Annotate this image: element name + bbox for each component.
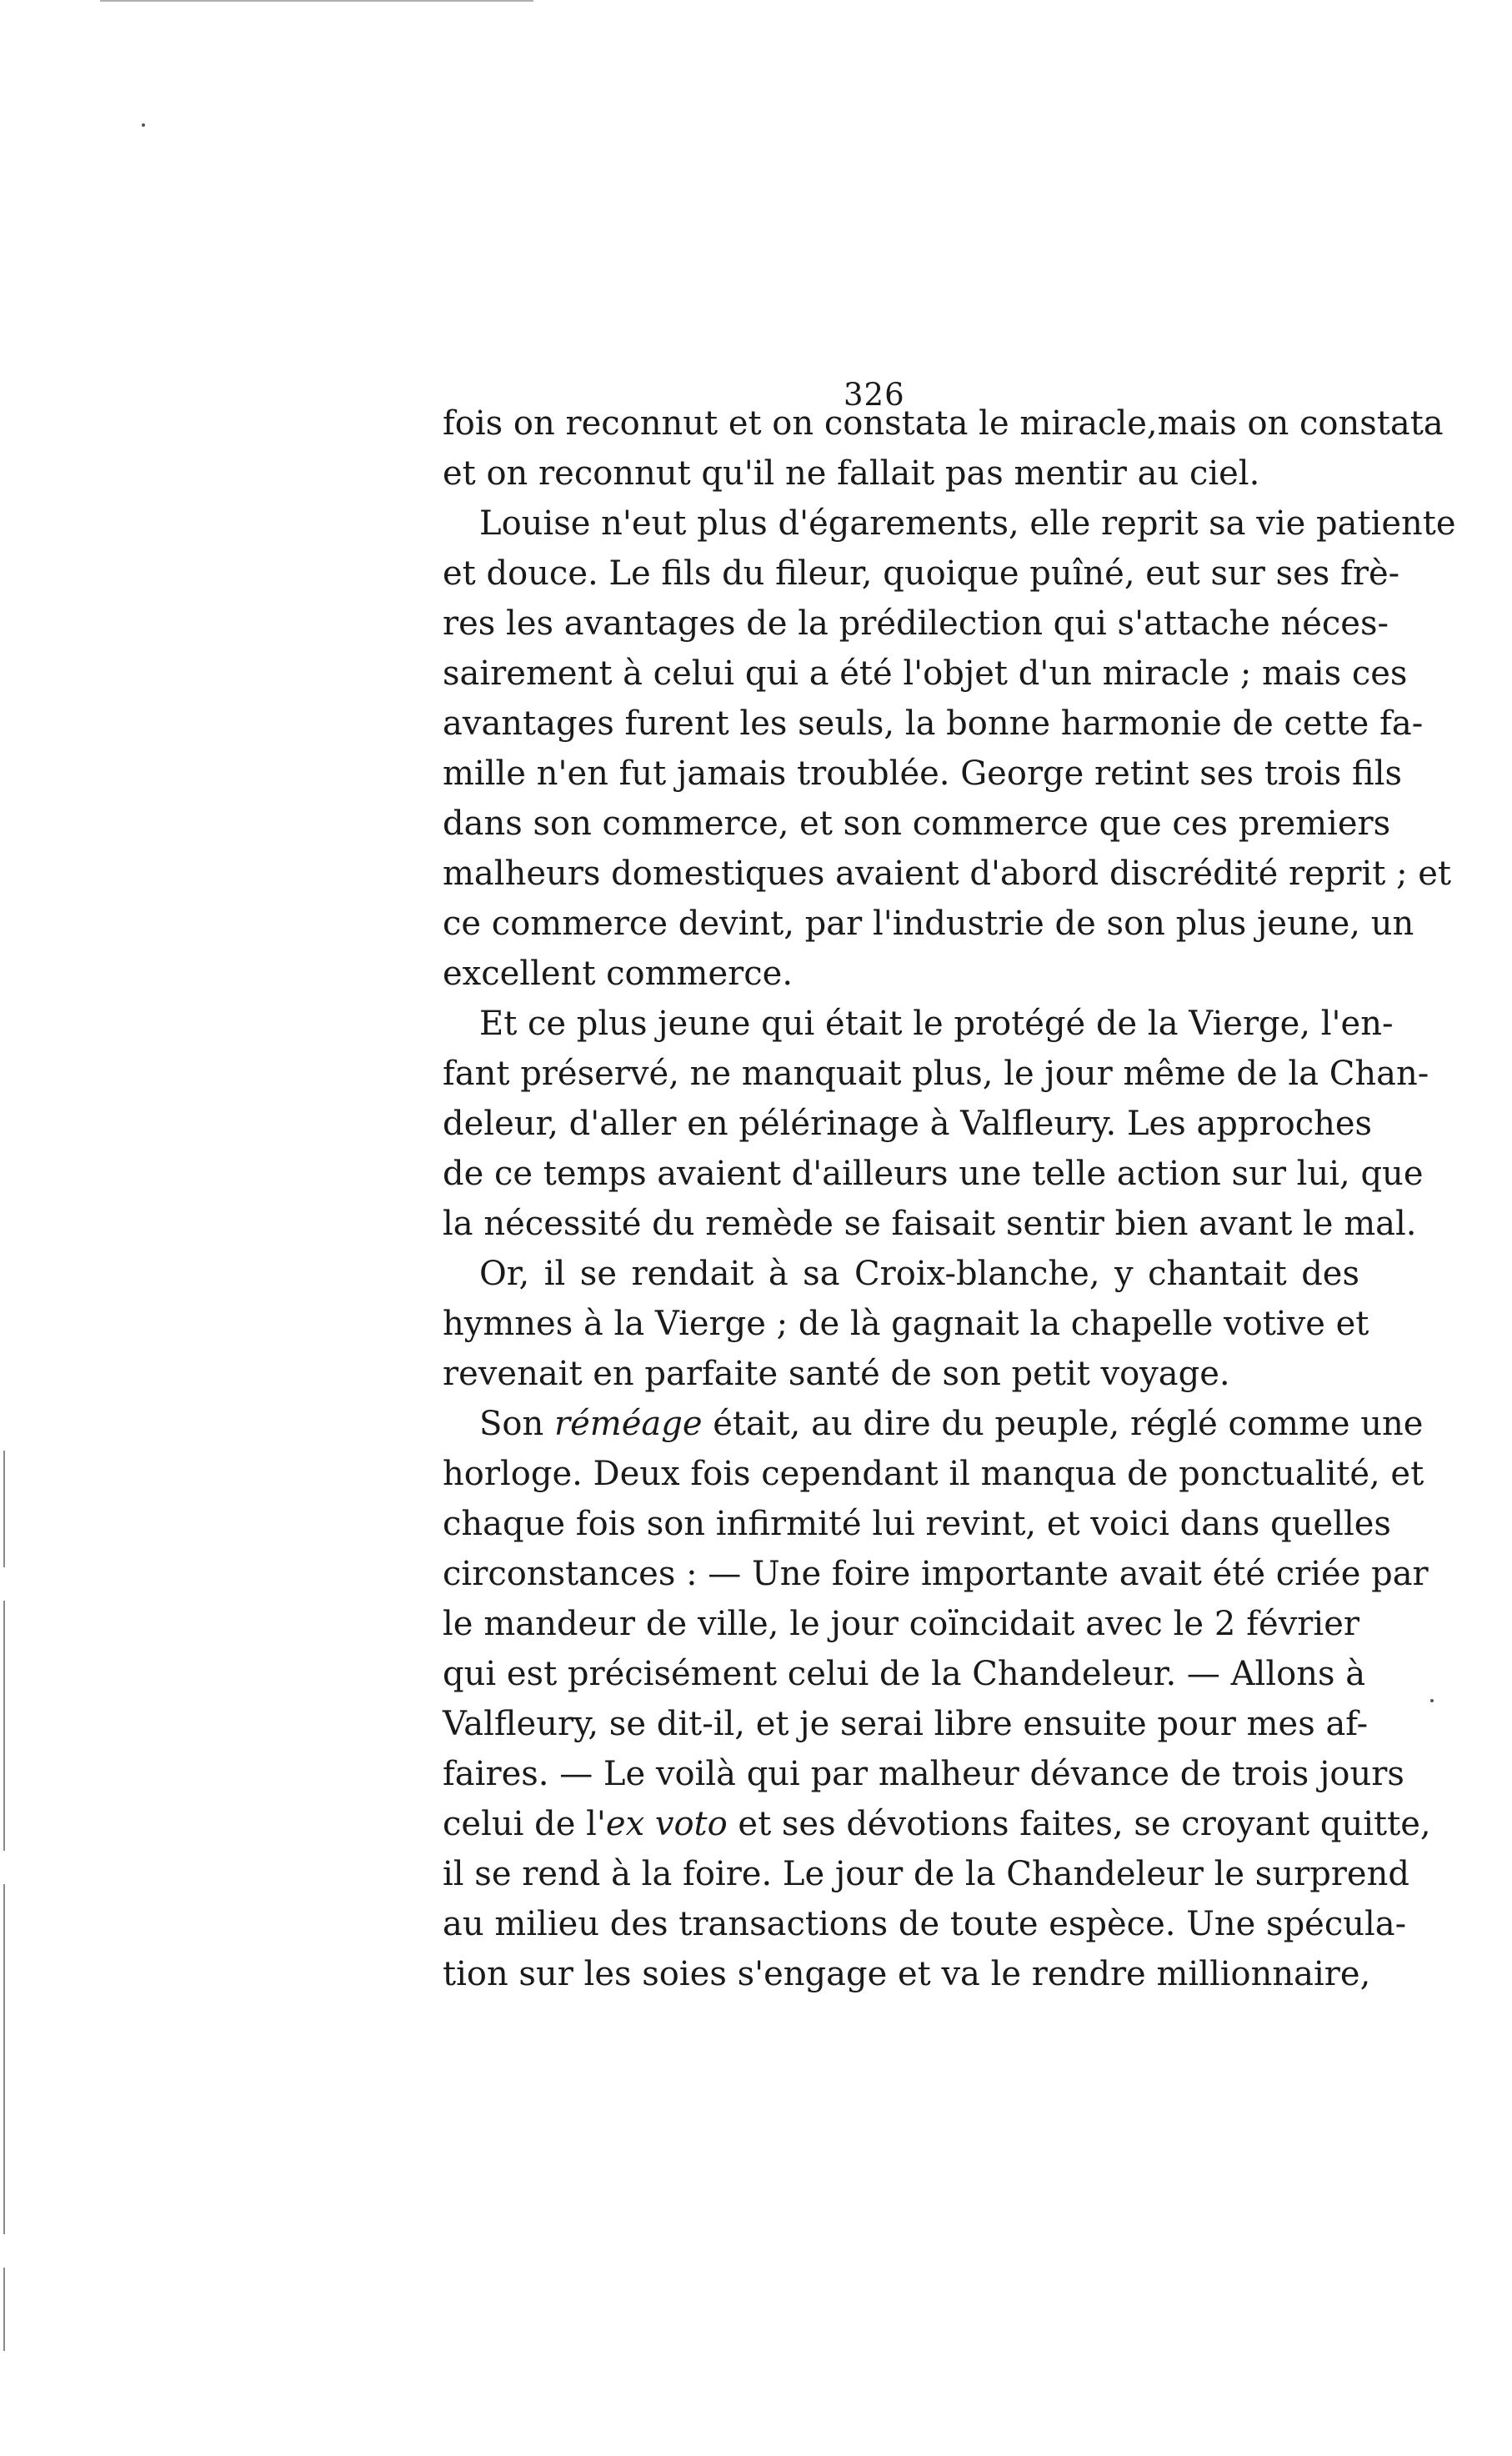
text-line: Valfleury, se dit-il, et je serai libre ensuite pour mes af- [443, 1705, 1369, 1743]
text-line: mille n'en fut jamais troublée. George retint ses trois fils [443, 754, 1403, 793]
text-line: Louise n'eut plus d'égarements, elle reprit sa vie patiente [479, 504, 1456, 543]
text-line: au milieu des transactions de toute espèce. Une spécula- [443, 1905, 1407, 1943]
page-number: 326 [844, 377, 905, 413]
text-line-with-italic [443, 1799, 1431, 1849]
text-line: et douce. Le fils du fileur, quoique puîné, eut sur ses frè- [443, 554, 1400, 593]
text-line: le mandeur de ville, le jour coïncidait avec le 2 février [443, 1605, 1359, 1643]
text-line: hymnes à la Vierge ; de là gagnait la chapelle votive et [443, 1305, 1369, 1343]
text-line: deleur, d'aller en pélérinage à Valfleury. Les approches [443, 1105, 1373, 1143]
text-line: qui est précisément celui de la Chandeleur. — Allons à [443, 1655, 1366, 1693]
text-line: sairement à celui qui a été l'objet d'un miracle ; mais ces [443, 654, 1408, 693]
text-line: ce commerce devint, par l'industrie de son plus jeune, un [443, 905, 1414, 943]
text-line: la nécessité du remède se faisait sentir bien avant le mal. [443, 1205, 1417, 1243]
text-line: horloge. Deux fois cependant il manqua de ponctualité, et [443, 1455, 1424, 1493]
stray-mark-right [1430, 1699, 1434, 1702]
text-line: il se rend à la foire. Le jour de la Chandeleur le surprend [443, 1855, 1409, 1893]
text-line: fois on reconnut et on constata le miracle,mais on constata [443, 404, 1444, 443]
text-line: faires. — Le voilà qui par malheur dévance de trois jours [443, 1755, 1404, 1793]
scan-edge-top-artifact [100, 0, 533, 2]
text-line: Et ce plus jeune qui était le protégé de la Vierge, l'en- [479, 1005, 1394, 1043]
text-line: excellent commerce. [443, 955, 794, 993]
text-segment: Son [479, 1405, 554, 1443]
text-line: res les avantages de la prédilection qui s'attache néces- [443, 604, 1389, 643]
text-line: et on reconnut qu'il ne fallait pas mentir au ciel. [443, 454, 1260, 493]
text-line: Or, il se rendait à sa Croix-blanche, y chantait des [479, 1255, 1359, 1293]
stray-mark-left [142, 123, 145, 127]
text-line: fant préservé, ne manquait plus, le jour même de la Chan- [443, 1055, 1429, 1093]
text-line: circonstances : — Une foire importante avait été criée par [443, 1555, 1429, 1593]
text-line: tion sur les soies s'engage et va le rendre millionnaire, [443, 1955, 1371, 1993]
text-line: malheurs domestiques avaient d'abord discrédité reprit ; et [443, 855, 1451, 893]
scan-edge-left-artifact-2 [3, 1601, 5, 1851]
text-segment: était, au dire du peuple, réglé comme une [702, 1405, 1424, 1443]
scan-edge-left-artifact-4 [3, 2268, 5, 2351]
body-text [443, 398, 1456, 1999]
text-line: avantages furent les seuls, la bonne harmonie de cette fa- [443, 704, 1424, 743]
text-line: revenait en parfaite santé de son petit voyage. [443, 1355, 1230, 1393]
italic-term: réméage [553, 1405, 703, 1443]
text-line: chaque fois son infirmité lui revint, et voici dans quelles [443, 1505, 1391, 1543]
italic-term: ex voto [605, 1805, 728, 1843]
scan-edge-left-artifact-3 [3, 1884, 5, 2234]
text-line: de ce temps avaient d'ailleurs une telle action sur lui, que [443, 1155, 1424, 1193]
text-segment: celui de l' [443, 1805, 606, 1843]
text-line: dans son commerce, et son commerce que ces premiers [443, 804, 1391, 843]
text-segment: et ses dévotions faites, se croyant quitte, [727, 1805, 1431, 1843]
text-line-with-italic [443, 1399, 1424, 1449]
scan-edge-left-artifact-1 [3, 1451, 5, 1567]
